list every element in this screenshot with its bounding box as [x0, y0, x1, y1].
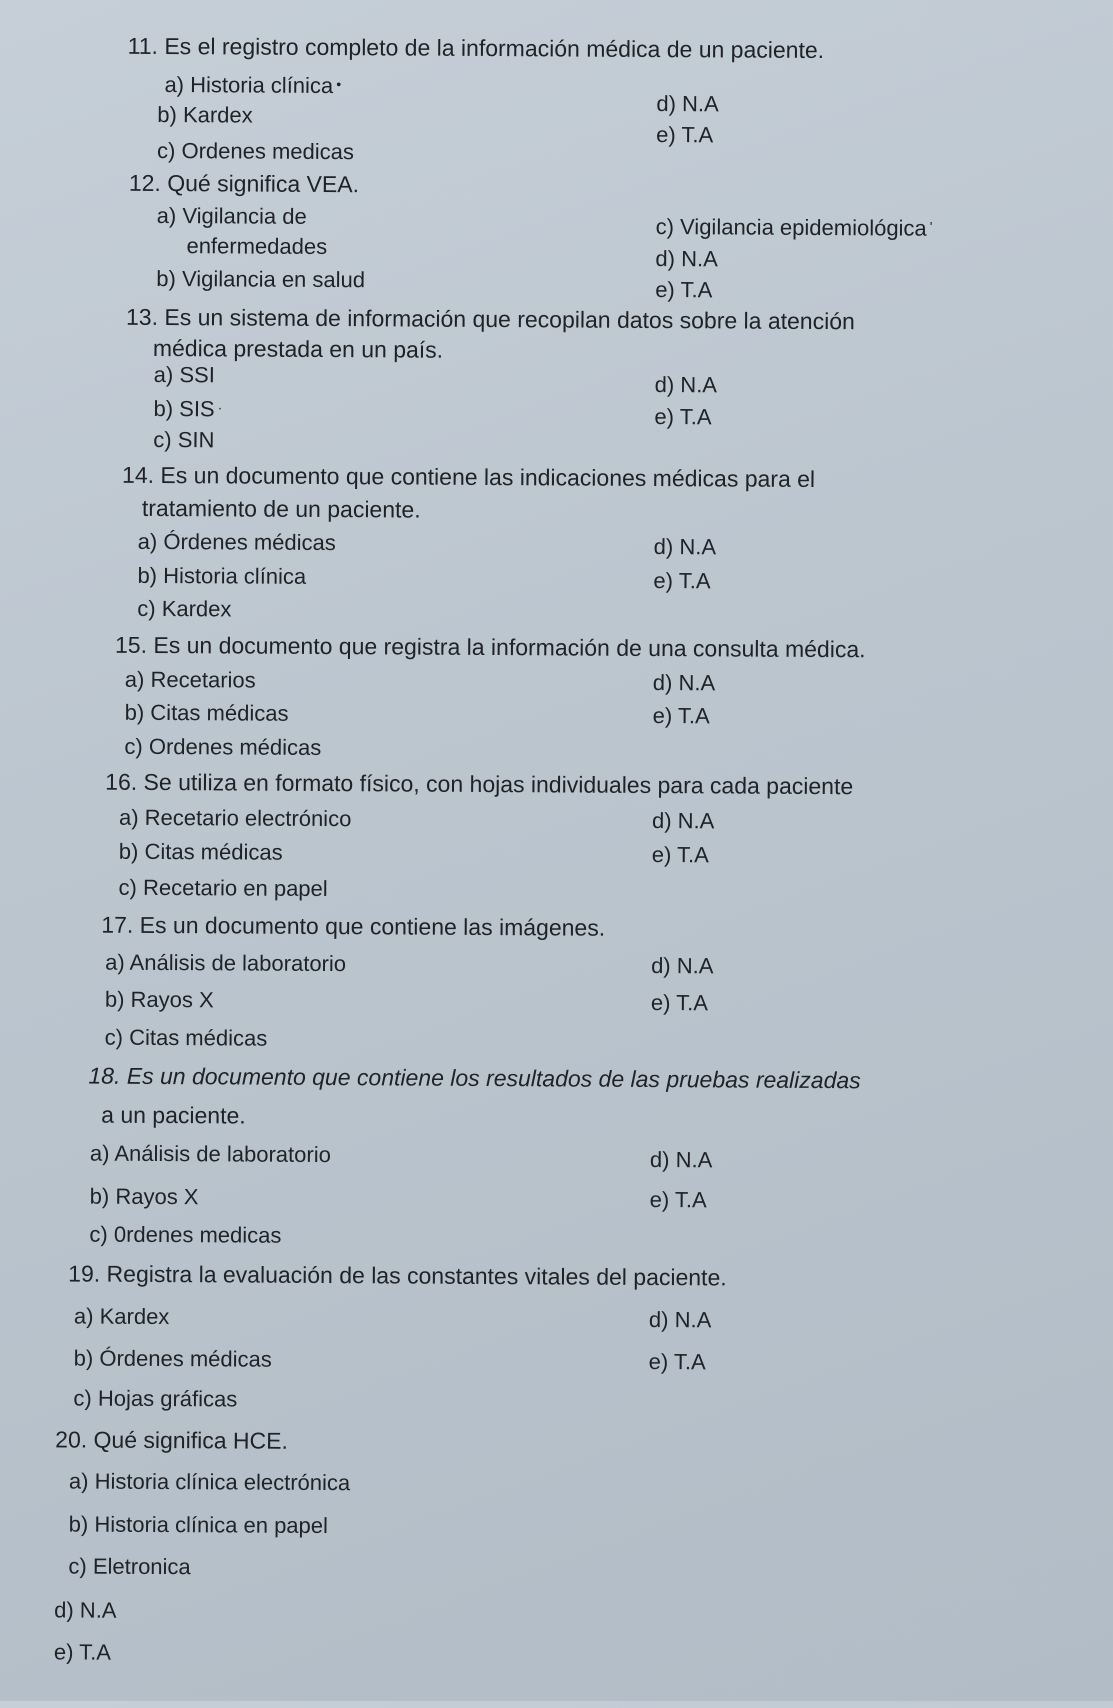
option-18e: e) T.A [649, 1186, 707, 1213]
option-19c: c) Hojas gráficas [73, 1385, 238, 1412]
option-13a: a) SSI [153, 361, 215, 388]
question-18-stem-line1: 18. Es un documento que contiene los resultados de las pruebas realizadas [88, 1062, 861, 1094]
option-14b: b) Historia clínica [137, 562, 307, 589]
option-14a: a) Órdenes médicas [137, 528, 336, 556]
option-11d: d) N.A [656, 91, 719, 117]
question-14-stem-line1: 14. Es un documento que contiene las indicaciones médicas para el [122, 461, 816, 492]
option-17b: b) Rayos X [104, 986, 214, 1013]
option-16d: d) N.A [651, 807, 715, 834]
question-11-stem: 11. Es el registro completo de la información médica de un paciente. [127, 32, 825, 64]
option-18c: c) 0rdenes medicas [89, 1221, 282, 1248]
option-16c: c) Recetario en papel [118, 874, 328, 902]
option-18b: b) Rayos X [89, 1183, 199, 1210]
option-20a: a) Historia clínica electrónica [68, 1468, 351, 1496]
option-15d: d) N.A [652, 670, 716, 696]
option-18a: a) Análisis de laboratorio [89, 1140, 331, 1168]
question-14-stem-line2: tratamiento de un paciente. [141, 494, 421, 523]
option-19d: d) N.A [648, 1306, 712, 1333]
option-17d: d) N.A [651, 952, 714, 979]
option-16b: b) Citas médicas [118, 838, 283, 865]
option-17c: c) Citas médicas [104, 1024, 268, 1051]
option-20c: c) Eletronica [68, 1553, 191, 1580]
option-12b: b) Vigilancia en salud [156, 265, 366, 293]
option-14e: e) T.A [653, 568, 711, 594]
option-15b: b) Citas médicas [124, 699, 289, 726]
question-17-stem: 17. Es un documento que contiene las imágenes. [101, 911, 606, 941]
option-15e: e) T.A [652, 703, 710, 729]
option-13b: b) SIS · [153, 395, 223, 422]
option-11a: a) Historia clínica • [164, 72, 342, 99]
option-11e: e) T.A [656, 122, 714, 148]
question-16-stem: 16. Se utiliza en formato físico, con hojas individuales para cada paciente [105, 768, 854, 800]
option-13d: d) N.A [654, 372, 718, 398]
option-17e: e) T.A [650, 989, 709, 1016]
option-20e: e) T.A [53, 1639, 112, 1665]
question-18-stem-line2: a un paciente. [101, 1101, 246, 1129]
option-17a: a) Análisis de laboratorio [105, 949, 347, 977]
option-13c: c) SIN [153, 426, 215, 453]
option-12a-line2: enfermedades [186, 233, 328, 260]
option-12e: e) T.A [655, 277, 713, 303]
question-20-stem: 20. Qué significa HCE. [55, 1426, 288, 1454]
question-13-stem-line2: médica prestada en un país. [152, 334, 444, 363]
option-20b: b) Historia clínica en papel [68, 1511, 329, 1539]
option-12d: d) N.A [655, 246, 718, 272]
option-14d: d) N.A [653, 534, 717, 560]
option-11b: b) Kardex [157, 101, 253, 128]
option-19e: e) T.A [648, 1348, 706, 1375]
question-13-stem-line1: 13. Es un sistema de información que recopilan datos sobre la atención [125, 303, 855, 335]
option-18d: d) N.A [649, 1146, 713, 1173]
question-15-stem: 15. Es un documento que registra la información de una consulta médica. [114, 631, 866, 663]
option-15a: a) Recetarios [124, 666, 256, 693]
option-19a: a) Kardex [73, 1303, 170, 1330]
option-20d: d) N.A [54, 1597, 117, 1623]
option-16e: e) T.A [651, 841, 709, 868]
option-14c: c) Kardex [137, 595, 232, 622]
option-12c: c) Vigilancia epidemiológica ' [655, 214, 933, 241]
question-12-stem: 12. Qué significa VEA. [128, 169, 360, 198]
option-12a: a) Vigilancia de [156, 202, 307, 229]
option-19b: b) Órdenes médicas [73, 1345, 272, 1372]
question-19-stem: 19. Registra la evaluación de las constantes vitales del paciente. [68, 1260, 727, 1291]
option-16a: a) Recetario electrónico [118, 804, 352, 832]
option-15c: c) Ordenes médicas [124, 733, 322, 760]
option-13e: e) T.A [654, 404, 712, 430]
option-11c: c) Ordenes medicas [157, 137, 355, 165]
